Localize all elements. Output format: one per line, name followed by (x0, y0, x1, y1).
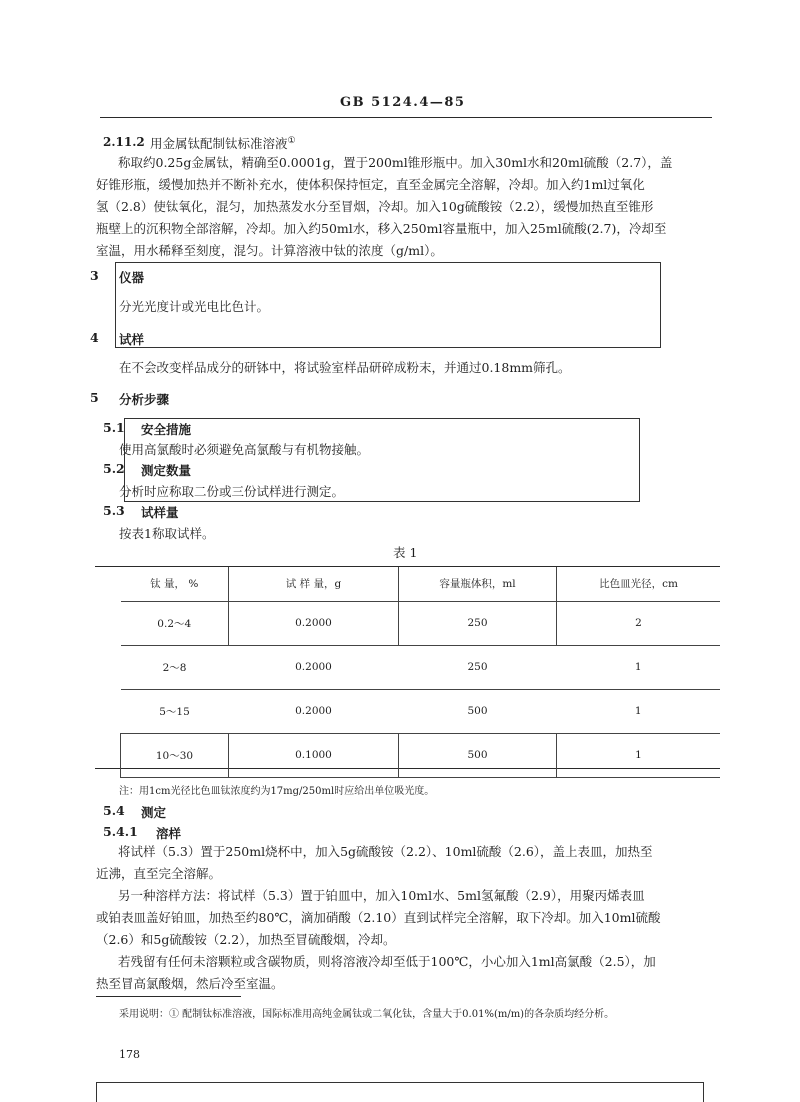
standard-number: GB 5124.4—85 (340, 95, 466, 110)
body-line: 好锥形瓶，缓慢加热并不断补充水，使体积保持恒定，直至金属完全溶解，冷却。加入约1ml过氧化 (96, 177, 645, 192)
footnote-mark: ① (287, 135, 296, 146)
table-header-row (121, 567, 721, 601)
table-header-cell: 比色皿光径，cm (557, 567, 721, 601)
table-cell: 2～8 (121, 645, 229, 689)
table-cell: 1 (557, 645, 721, 689)
table-note: 注：用1cm光径比色皿钛浓度约为17mg/250ml时应给出单位吸光度。 (119, 786, 435, 797)
section-4-number: 4 (90, 330, 99, 345)
section-5-3-title: 试样量 (141, 505, 179, 520)
footnote-rule (96, 996, 241, 997)
table-row (121, 689, 721, 733)
table-cell: 5～15 (121, 689, 229, 733)
section-5-2-text: 分析时应称取二份或三份试样进行测定。 (119, 484, 345, 499)
section-5-number: 5 (90, 390, 99, 405)
body-line: 若残留有任何未溶颗粒或含碳物质，则将溶液冷却至低于100℃，小心加入1ml高氯酸（2.5），加 (118, 954, 656, 969)
table-cell: 0.1000 (229, 733, 399, 777)
table-cell: 250 (399, 645, 557, 689)
table-cell: 0.2000 (229, 601, 399, 645)
section-2-11-2-number: 2.11.2 (103, 135, 145, 149)
table-caption: 表 1 (393, 545, 418, 560)
section-2-11-2-title (150, 134, 296, 152)
table-cell: 2 (557, 601, 721, 645)
section-2-11-2-title-text: 用金属钛配制钛标准溶液 (150, 136, 288, 151)
table-1 (120, 567, 720, 778)
body-line: 氢（2.8）使钛氧化，混匀，加热蒸发水分至冒烟，冷却。加入10g硫酸铵（2.2），缓慢加热直至锥形 (96, 199, 654, 214)
section-5-3-number: 5.3 (103, 503, 125, 518)
body-line: 或铂表皿盖好铂皿，加热至约80℃，滴加硝酸（2.10）直到试样完全溶解，取下冷却。加入10ml硫酸 (96, 910, 661, 925)
section-5-4-number: 5.4 (103, 803, 125, 818)
section-5-1-number: 5.1 (103, 420, 125, 435)
section-5-title: 分析步骤 (119, 392, 170, 407)
section-3-number: 3 (90, 268, 99, 283)
section-5-2-title: 测定数量 (141, 463, 192, 478)
table-cell: 0.2～4 (121, 601, 229, 645)
body-line: 室温，用水稀释至刻度，混匀。计算溶液中钛的浓度（g/ml）。 (96, 243, 443, 258)
body-line: （2.6）和5g硫酸铵（2.2），加热至冒硫酸烟，冷却。 (96, 932, 396, 947)
body-line: 另一种溶样方法：将试样（5.3）置于铂皿中，加入10ml水、5ml氢氟酸（2.9），用聚丙烯表皿 (118, 888, 645, 903)
bottom-frame (96, 1082, 704, 1102)
section-5-1-title: 安全措施 (141, 422, 192, 437)
body-line: 称取约0.25g金属钛，精确至0.0001g，置于200ml锥形瓶中。加入30ml水和20ml硫酸（2.7），盖 (118, 155, 673, 170)
table-cell: 500 (399, 733, 557, 777)
body-line: 热至冒高氯酸烟，然后冷至室温。 (96, 976, 284, 991)
section-5-4-1-body (96, 841, 726, 995)
footnote: 采用说明：① 配制钛标准溶液，国际标准用高纯金属钛或二氧化钛，含量大于0.01%(m/m)的各杂质均经分析。 (119, 1009, 615, 1020)
table-row (121, 733, 721, 777)
section-5-2-number: 5.2 (103, 461, 125, 476)
section-5-4-title: 测定 (141, 805, 167, 820)
table-row (121, 601, 721, 645)
header-rule (100, 117, 712, 118)
table-cell: 500 (399, 689, 557, 733)
table-cell: 0.2000 (229, 645, 399, 689)
section-4-text: 在不会改变样品成分的研钵中，将试验室样品研碎成粉末，并通过0.18mm筛孔。 (119, 360, 571, 375)
table-cell: 0.2000 (229, 689, 399, 733)
body-line: 近沸，直至完全溶解。 (96, 866, 222, 881)
table-header-cell: 试 样 量，g (229, 567, 399, 601)
section-5-1-text: 使用高氯酸时必须避免高氯酸与有机物接触。 (119, 442, 370, 457)
section-5-3-text: 按表1称取试样。 (119, 526, 215, 541)
table-cell: 10～30 (121, 733, 229, 777)
table-cell: 1 (557, 733, 721, 777)
table-header-cell: 容量瓶体积，ml (399, 567, 557, 601)
table-cell: 1 (557, 689, 721, 733)
section-5-4-1-number: 5.4.1 (103, 824, 138, 839)
table-row (121, 645, 721, 689)
body-line: 瓶壁上的沉积物全部溶解，冷却。加入约50ml水，移入250ml容量瓶中，加入25ml硫酸(2.7)，冷却至 (96, 221, 667, 236)
section-2-11-2-body (96, 152, 726, 262)
page-number: 178 (119, 1048, 140, 1061)
section-3-title: 仪器 (119, 270, 145, 285)
section-5-4-1-title: 溶样 (156, 826, 182, 841)
body-line: 将试样（5.3）置于250ml烧杯中，加入5g硫酸铵（2.2）、10ml硫酸（2.6），盖上表皿，加热至 (118, 844, 653, 859)
table-header-cell: 钛 量， % (121, 567, 229, 601)
table-cell: 250 (399, 601, 557, 645)
section-3-text: 分光光度计或光电比色计。 (119, 299, 270, 314)
section-4-title: 试样 (119, 332, 145, 347)
